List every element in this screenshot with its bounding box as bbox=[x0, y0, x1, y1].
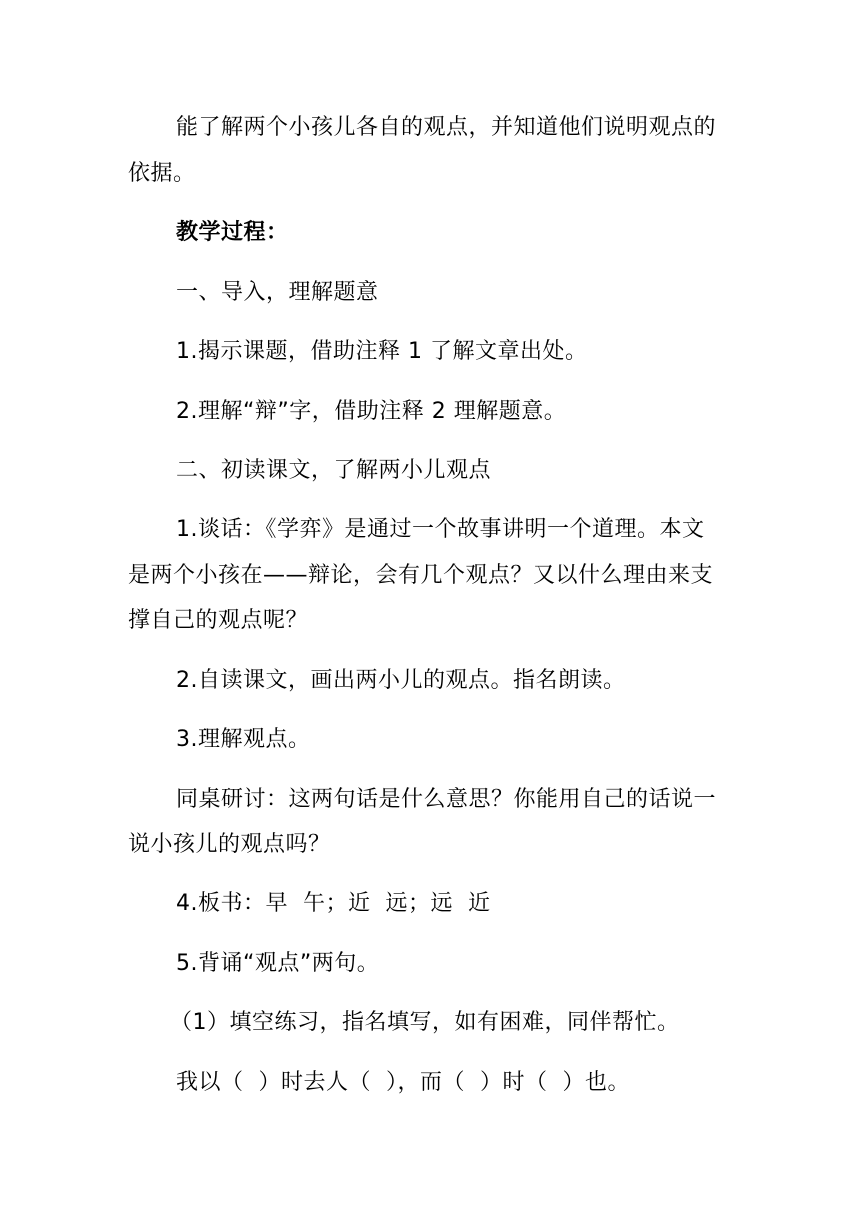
paragraph-line: 依据。 bbox=[128, 161, 196, 186]
fill-in-blank-sentence: 我以（ ）时去人（ ），而（ ）时（ ）也。 bbox=[176, 1070, 630, 1095]
list-item: 1.揭示课题，借助注释 1 了解文章出处。 bbox=[176, 339, 588, 364]
section-title-first-reading: 二、初读课文，了解两小儿观点 bbox=[176, 458, 492, 483]
paragraph-line: 撑自己的观点呢？ bbox=[128, 608, 309, 633]
paragraph-line: 能了解两个小孩儿各自的观点，并知道他们说明观点的 bbox=[176, 115, 717, 140]
list-item: 5.背诵“观点”两句。 bbox=[176, 951, 380, 976]
paragraph-line: 是两个小孩在——辩论，会有几个观点？又以什么理由来支 bbox=[128, 563, 714, 588]
list-item: 3.理解观点。 bbox=[176, 727, 311, 752]
paragraph-line: 说小孩儿的观点吗？ bbox=[128, 832, 331, 857]
section-title-intro: 一、导入，理解题意 bbox=[176, 280, 379, 305]
paragraph-line: 同桌研讨：这两句话是什么意思？你能用自己的话说一 bbox=[176, 787, 717, 812]
heading-teaching-process: 教学过程： bbox=[176, 220, 289, 245]
list-item: 4.板书：早 午；近 远；远 近 bbox=[176, 891, 491, 916]
paragraph-line: 1.谈话：《学弈》是通过一个故事讲明一个道理。本文 bbox=[176, 517, 705, 542]
list-item: 2.理解“辩”字，借助注释 2 理解题意。 bbox=[176, 399, 567, 424]
exercise-item: （1）填空练习，指名填写，如有困难，同伴帮忙。 bbox=[170, 1010, 680, 1035]
list-item: 2.自读课文，画出两小儿的观点。指名朗读。 bbox=[176, 668, 626, 693]
